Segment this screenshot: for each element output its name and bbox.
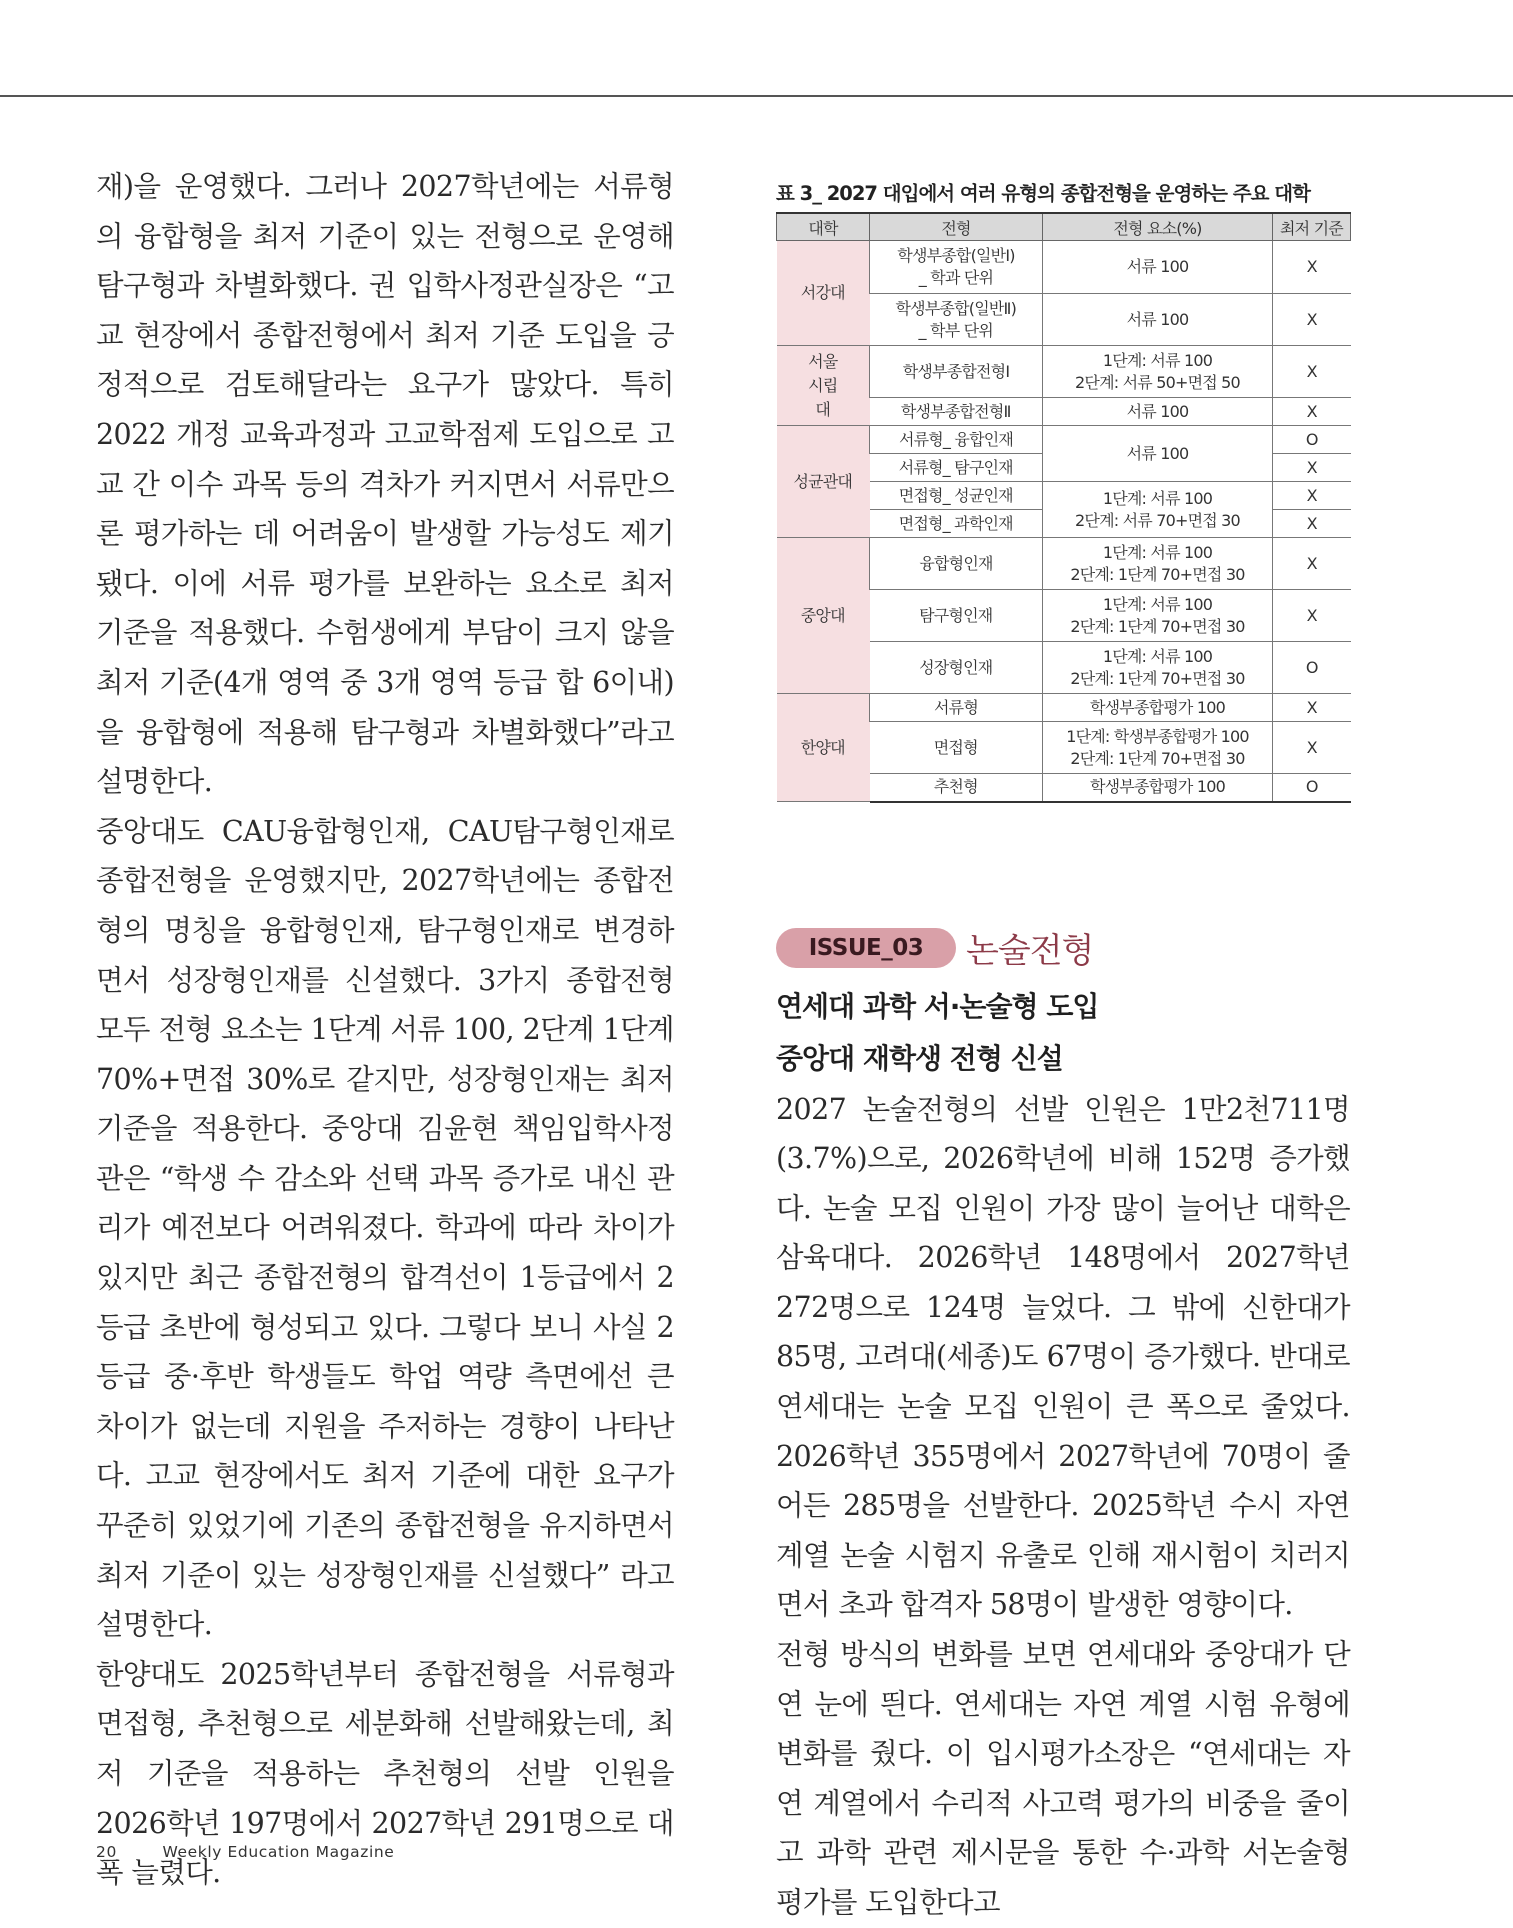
- elements-cell: 학생부종합평가 100: [1043, 694, 1273, 722]
- min-criteria-cell: O: [1273, 642, 1351, 694]
- left-paragraph-2: 중앙대도 CAU융합형인재, CAU탐구형인재로 종합전형을 운영했지만, 2027학년에는 종합전형의 명칭을 융합형인재, 탐구형인재로 변경하면서 성장형인재를 신설했다. 3가지 종합전형 모두 전형 요소는 1단계 서류 100, 2단계 1단계 70%+면접 30%로 같지만, 성장형인재는 최저 기준을 적용한다. 중앙대 김윤현 책임입학사정관은 “학생 수 감소와 선택 과목 증가로 내신 관리가 예전보다 어려워졌다. 학과에 따라 차이가 있지만 최근 종합전형의 합격선이 1등급에서 2등급 초반에 형성되고 있다. 그렇다 보니 사실 2등급 중·후반 학생들도 학업 역량 측면에선 큰 차이가 없는데 지원을 주저하는 경향이 나타난다. 고교 현장에서도 최저 기준에 대한 요구가 꾸준히 있었기에 기존의 종합전형을 유지하면서 최저 기준이 있는 성장형인재를 신설했다” 라고 설명한다.: [96, 814, 674, 1642]
- elements-cell: 1단계: 서류 100 2단계: 1단계 70+면접 30: [1043, 590, 1273, 642]
- min-criteria-cell: X: [1273, 510, 1351, 538]
- university-cell: 중앙대: [777, 538, 870, 694]
- admissions-table: [776, 212, 1351, 803]
- table-row: [777, 538, 1351, 590]
- elements-cell: 1단계: 서류 100 2단계: 1단계 70+면접 30: [1043, 642, 1273, 694]
- type-cell: 성장형인재: [870, 642, 1043, 694]
- elements-cell: 서류 100: [1043, 241, 1273, 294]
- university-cell: 성균관대: [777, 426, 870, 538]
- type-cell: 학생부종합전형Ⅰ: [870, 346, 1043, 398]
- elements-cell: 1단계: 서류 100 2단계: 1단계 70+면접 30: [1043, 538, 1273, 590]
- min-criteria-cell: X: [1273, 722, 1351, 774]
- issue-title: 논술전형: [966, 931, 1094, 971]
- min-criteria-cell: X: [1273, 590, 1351, 642]
- elements-cell: 서류 100: [1043, 294, 1273, 346]
- left-column: [96, 162, 674, 1898]
- type-cell: 학생부종합전형Ⅱ: [870, 398, 1043, 426]
- type-cell: 면접형: [870, 722, 1043, 774]
- table-row: [777, 346, 1351, 398]
- type-cell: 융합형인재: [870, 538, 1043, 590]
- type-cell: 추천형: [870, 774, 1043, 802]
- university-cell: 서강대: [777, 241, 870, 346]
- type-cell: 학생부종합(일반Ⅱ) _ 학부 단위: [870, 294, 1043, 346]
- min-criteria-cell: X: [1273, 538, 1351, 590]
- subheading-2: 중앙대 재학생 전형 신설: [776, 1041, 1063, 1075]
- table-row: [777, 426, 1351, 454]
- type-cell: 면접형_ 성균인재: [870, 482, 1043, 510]
- table-header-row: [777, 213, 1351, 241]
- min-criteria-cell: O: [1273, 774, 1351, 802]
- right-column: [776, 178, 1350, 1928]
- elements-cell: 1단계: 서류 100 2단계: 서류 50+면접 50: [1043, 346, 1273, 398]
- header-type: 전형: [870, 213, 1043, 241]
- elements-cell: 학생부종합평가 100: [1043, 774, 1273, 802]
- table-row: [777, 694, 1351, 722]
- page-number: 20: [96, 1843, 117, 1861]
- min-criteria-cell: X: [1273, 241, 1351, 294]
- min-criteria-cell: X: [1273, 398, 1351, 426]
- elements-cell: 1단계: 서류 100 2단계: 서류 70+면접 30: [1043, 482, 1273, 538]
- subheading-1: 연세대 과학 서·논술형 도입: [776, 989, 1099, 1023]
- right-paragraph-2: 전형 방식의 변화를 보면 연세대와 중앙대가 단연 눈에 띈다. 연세대는 자연 계열 시험 유형에 변화를 줬다. 이 입시평가소장은 “연세대는 자연 계열에서 수리적 사고력 평가의 비중을 줄이고 과학 관련 제시문을 통한 수·과학 서논술형 평가를 도입한다고: [776, 1638, 1350, 1919]
- left-paragraph-3: 한양대도 2025학년부터 종합전형을 서류형과 면접형, 추천형으로 세분화해 선발해왔는데, 최저 기준을 적용하는 추천형의 선발 인원을 2026학년 197명에서 2027학년 291명으로 대폭 늘렸다.: [96, 1657, 674, 1890]
- table-title: 표 3_ 2027 대입에서 여러 유형의 종합전형을 운영하는 주요 대학: [776, 182, 1310, 205]
- min-criteria-cell: X: [1273, 482, 1351, 510]
- elements-cell: 서류 100: [1043, 398, 1273, 426]
- type-cell: 학생부종합(일반Ⅰ) _ 학과 단위: [870, 241, 1043, 294]
- type-cell: 면접형_ 과학인재: [870, 510, 1043, 538]
- university-cell: 서울시립대: [777, 346, 870, 426]
- university-cell: 한양대: [777, 694, 870, 802]
- header-min-criteria: 최저 기준: [1273, 213, 1351, 241]
- min-criteria-cell: X: [1273, 294, 1351, 346]
- left-paragraph-1: 재)을 운영했다. 그러나 2027학년에는 서류형의 융합형을 최저 기준이 있는 전형으로 운영해 탐구형과 차별화했다. 권 입학사정관실장은 “고교 현장에서 종합전형에서 최저 기준 도입을 긍정적으로 검토해달라는 요구가 많았다. 특히 2022 개정 교육과정과 고교학점제 도입으로 고교 간 이수 과목 등의 격차가 커지면서 서류만으론 평가하는 데 어려움이 발생할 가능성도 제기됐다. 이에 서류 평가를 보완하는 요소로 최저 기준을 적용했다. 수험생에게 부담이 크지 않을 최저 기준(4개 영역 중 3개 영역 등급 합 6이내)을 융합형에 적용해 탐구형과 차별화했다”라고 설명한다.: [96, 170, 674, 799]
- elements-cell: 서류 100: [1043, 426, 1273, 482]
- type-cell: 서류형_ 융합인재: [870, 426, 1043, 454]
- min-criteria-cell: X: [1273, 454, 1351, 482]
- magazine-name: Weekly Education Magazine: [162, 1843, 395, 1861]
- type-cell: 탐구형인재: [870, 590, 1043, 642]
- top-rule: [0, 95, 1513, 97]
- min-criteria-cell: O: [1273, 426, 1351, 454]
- page-footer: [96, 1843, 394, 1861]
- right-paragraph-1: 2027 논술전형의 선발 인원은 1만2천711명(3.7%)으로, 2026학년에 비해 152명 증가했다. 논술 모집 인원이 가장 많이 늘어난 대학은 삼육대다. 2026학년 148명에서 2027학년 272명으로 124명 늘었다. 그 밖에 신한대가 85명, 고려대(세종)도 67명이 증가했다. 반대로 연세대는 논술 모집 인원이 큰 폭으로 줄었다. 2026학년 355명에서 2027학년에 70명이 줄어든 285명을 선발한다. 2025학년 수시 자연 계열 논술 시험지 유출로 인해 재시험이 치러지면서 초과 합격자 58명이 발생한 영향이다.: [776, 1092, 1350, 1622]
- header-university: 대학: [777, 213, 870, 241]
- header-elements: 전형 요소(%): [1043, 213, 1273, 241]
- issue-tag: ISSUE_03: [776, 928, 956, 968]
- elements-cell: 1단계: 학생부종합평가 100 2단계: 1단계 70+면접 30: [1043, 722, 1273, 774]
- type-cell: 서류형: [870, 694, 1043, 722]
- table-row: [777, 241, 1351, 294]
- min-criteria-cell: X: [1273, 346, 1351, 398]
- min-criteria-cell: X: [1273, 694, 1351, 722]
- type-cell: 서류형_ 탐구인재: [870, 454, 1043, 482]
- issue-heading: [776, 923, 1350, 973]
